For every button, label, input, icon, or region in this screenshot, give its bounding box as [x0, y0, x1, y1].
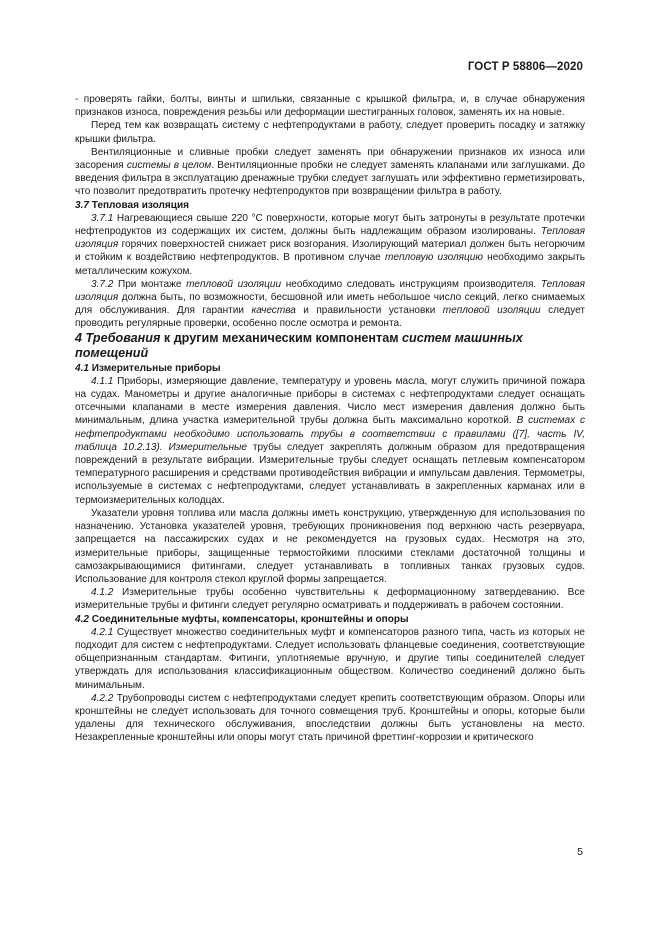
- paragraph-vent-plugs: Вентиляционные и сливные пробки следует заменять при обнаружении признаков их износа или засорения системы в целом. Вентиляционные пробки не следует заменять клапанами или заглушками. До введения фильтра в эксплуатацию дренажные трубки следует заглушать или эффективно герметизировать, что позволит предотвратить протечку нефтепродуктов при возвращении фильтра в работу.: [75, 146, 585, 198]
- paragraph-4-1-2: 4.1.2 Измерительные трубы особенно чувствительны к деформационному затвердеванию. Все измерительные трубы и фитинги следует регулярно осматривать и поддерживать в рабочем состоянии.: [75, 587, 585, 612]
- page-content: [75, 93, 585, 745]
- paragraph-3-7-2: 3.7.2 При монтаже тепловой изоляции необходимо следовать инструкциям производителя. Тепловая изоляция должна быть, по возможности, бесшовной или иметь небольшое число секций, легко снимаемых для обслуживания. Для гарантии качества и правильности установки тепловой изоляции следует проводить регулярные проверки, особенно после осмотра и ремонта.: [75, 278, 585, 330]
- paragraph-3-7-1: 3.7.1 Нагревающиеся свыше 220 °С поверхности, которые могут быть затронуты в результате протечки нефтепродуктов из содержащих их систем, должны быть надлежащим образом изолированы. Тепловая изоляция горячих поверхностей снижает риск возгорания. Изолирующий материал должен быть негорючим и стойким к воздействию нефтепродуктов. В противном случае тепловую изоляцию необходимо закрыть металлическим кожухом.: [75, 212, 586, 277]
- page-number: 5: [577, 846, 583, 858]
- section-heading-4: 4 Требования к другим механическим компонентам систем машинных помещений: [75, 330, 523, 361]
- standard-code: ГОСТ Р 58806—2020: [467, 61, 583, 73]
- paragraph-4-2-2: 4.2.2 Трубопроводы систем с нефтепродуктами следует крепить соответствующим образом. Опоры или кронштейны не следует использовать для точного совмещения труб. Кронштейны и опоры, которые были удалены для технического обслуживания, впоследствии должны быть установлены на место. Незакрепленные кронштейны или опоры могут стать причиной фреттинг-коррозии и критического: [75, 692, 585, 744]
- paragraph-4-2-1: 4.2.1 Существует множество соединительных муфт и компенсаторов разного типа, часть из которых не подходит для систем с нефтепродуктами. Следует использовать фланцевые соединения, соответствующие общепризнанным стандартам. Фитинги, уплотняемые вручную, и другие типы соединителей следует утверждать для использования классификационным обществом. Количество соединений должно быть минимальным.: [75, 626, 585, 691]
- paragraph-return-to-service: Перед тем как возвращать систему с нефтепродуктами в работу, следует проверить посадку и затяжку крышки фильтра.: [75, 120, 585, 145]
- paragraph-4-1-1: 4.1.1 Приборы, измеряющие давление, температуру и уровень масла, могут служить причиной пожара на судах. Манометры и другие аналогичные приборы в системах с нефтепродуктами следует оснащать отсечными клапанами в месте измерения давления. Число мест измерения давления должно быть минимальным, длина участка измерительной трубы должна быть максимально короткой. В системах с нефтепродуктами необходимо использовать трубы в соответствии с правилами ([7], часть IV, таблица 10.2.13). Измерительные трубы следует закреплять должным образом для предотвращения повреждений в результате вибрации. Измерительные трубы следует оснащать петлевым компенсатором температурного расширения и средствами противодействия вибрации и импульсам давления. Термометры, используемые в системах с нефтепродуктами, следует устанавливать в закрепленных карманах или в термоизмерительных колодцах.: [75, 375, 585, 506]
- paragraph-level-indicators: Указатели уровня топлива или масла должны иметь конструкцию, утвержденную для использования по назначению. Установка указателей уровня, требующих проникновения под верхнюю часть резервуара, запрещается на пассажирских судах и не рекомендуется на грузовых судах. Несмотря на это, измерительные приборы, защищенные термостойкими плоскими стеклами достаточной толщины и самозакрывающимися фитингами, следует устанавливать в топливных танках грузовых судов. Использование для контроля стекол круглой формы запрещается.: [75, 507, 585, 585]
- subsection-heading-3-7: 3.7 Тепловая изоляция: [75, 199, 189, 211]
- paragraph-filter-cover-check: - проверять гайки, болты, винты и шпильки, связанные с крышкой фильтра, и, в случае обнаружения признаков износа, повреждения резьбы или деформации шестигранных головок, заменять их на новые.: [75, 94, 585, 119]
- subsection-heading-4-2: 4.2 Соединительные муфты, компенсаторы, кронштейны и опоры: [75, 613, 409, 625]
- subsection-heading-4-1: 4.1 Измерительные приборы: [75, 362, 221, 374]
